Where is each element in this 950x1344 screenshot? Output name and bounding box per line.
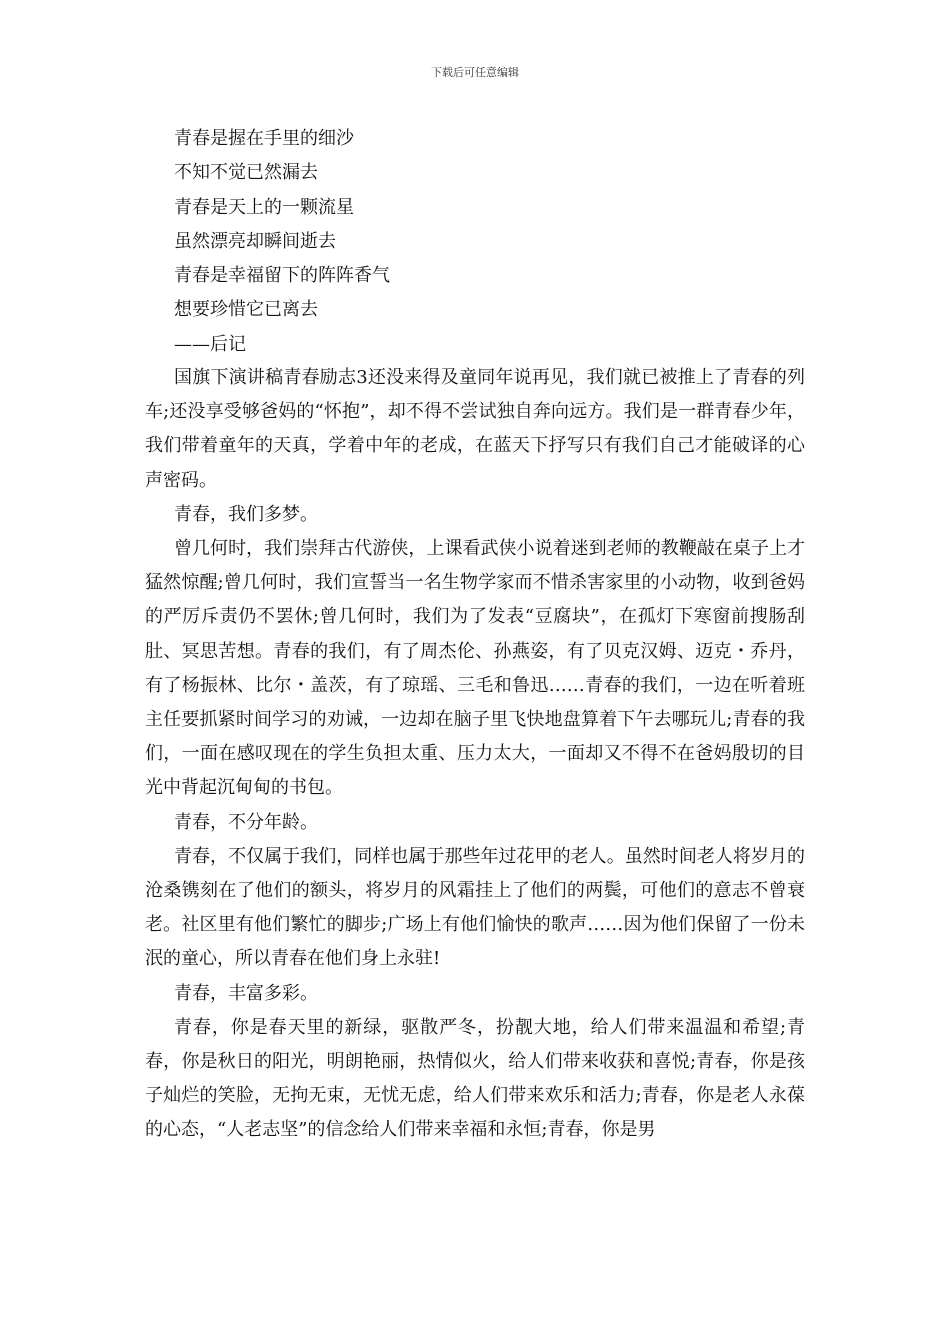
paragraph: 曾几何时，我们崇拜古代游侠，上课看武侠小说着迷到老师的教鞭敲在桌子上才猛然惊醒;曾几何时，我们宣誓当一名生物学家而不惜杀害家里的小动物，收到爸妈的严厉斥责仍不罢休;曾几何时，我们为了发表“豆腐块”，在孤灯下寒窗前搜肠刮肚、冥思苦想。青春的我们，有了周杰伦、孙燕姿，有了贝克汉姆、迈克・乔丹，有了杨振林、比尔・盖茨，有了琼瑶、三毛和鲁迅……青春的我们，一边在听着班主任要抓紧时间学习的劝诫，一边却在脑子里飞快地盘算着下午去哪玩儿;青春的我们，一面在感叹现在的学生负担太重、压力太大，一面却又不得不在爸妈殷切的目光中背起沉甸甸的书包。 (145, 538, 805, 799)
poem-line: 青春是握在手里的细沙 (174, 128, 354, 149)
paragraph: 青春，不仅属于我们，同样也属于那些年过花甲的老人。虽然时间老人将岁月的沧桑镌刻在了他们的额头，将岁月的风霜挂上了他们的两鬓，可他们的意志不曾衰老。社区里有他们繁忙的脚步;广场上有他们愉快的歌声……因为他们保留了一份未泯的童心，所以青春在他们身上永驻! (145, 845, 805, 970)
poem-line: 不知不觉已然漏去 (174, 162, 318, 184)
poem-line: 青春是幸福留下的阵阵香气 (174, 265, 390, 287)
poem-postscript: ——后记 (174, 333, 246, 355)
section-heading: 青春，丰富多彩。 (174, 982, 318, 1004)
poem-line: 虽然漂亮却瞬间逝去 (174, 230, 336, 252)
section-heading: 青春，我们多梦。 (174, 503, 318, 525)
poem (174, 122, 390, 362)
paragraph: 青春，你是春天里的新绿，驱散严冬，扮靓大地，给人们带来温温和希望;青春，你是秋日的阳光，明朗艳丽，热情似火，给人们带来收获和喜悦;青春，你是孩子灿烂的笑脸，无拘无束，无忧无虑，给人们带来欢乐和活力;青春，你是老人永葆的心态，“人老志坚”的信念给人们带来幸福和永恒;青春，你是男 (145, 1016, 805, 1141)
poem-line: 想要珍惜它已离去 (174, 299, 318, 321)
article-body (145, 361, 805, 1148)
section-heading: 青春，不分年龄。 (174, 811, 318, 833)
paragraph: 国旗下演讲稿青春励志3还没来得及童同年说再见，我们就已被推上了青春的列车;还没享受够爸妈的“怀抱”，却不得不尝试独自奔向远方。我们是一群青春少年，我们带着童年的天真，学着中年的老成，在蓝天下抒写只有我们自己才能破译的心声密码。 (145, 367, 805, 491)
poem-line: 青春是天上的一颗流星 (174, 196, 354, 218)
page-header: 下载后可任意编辑 (431, 66, 519, 79)
